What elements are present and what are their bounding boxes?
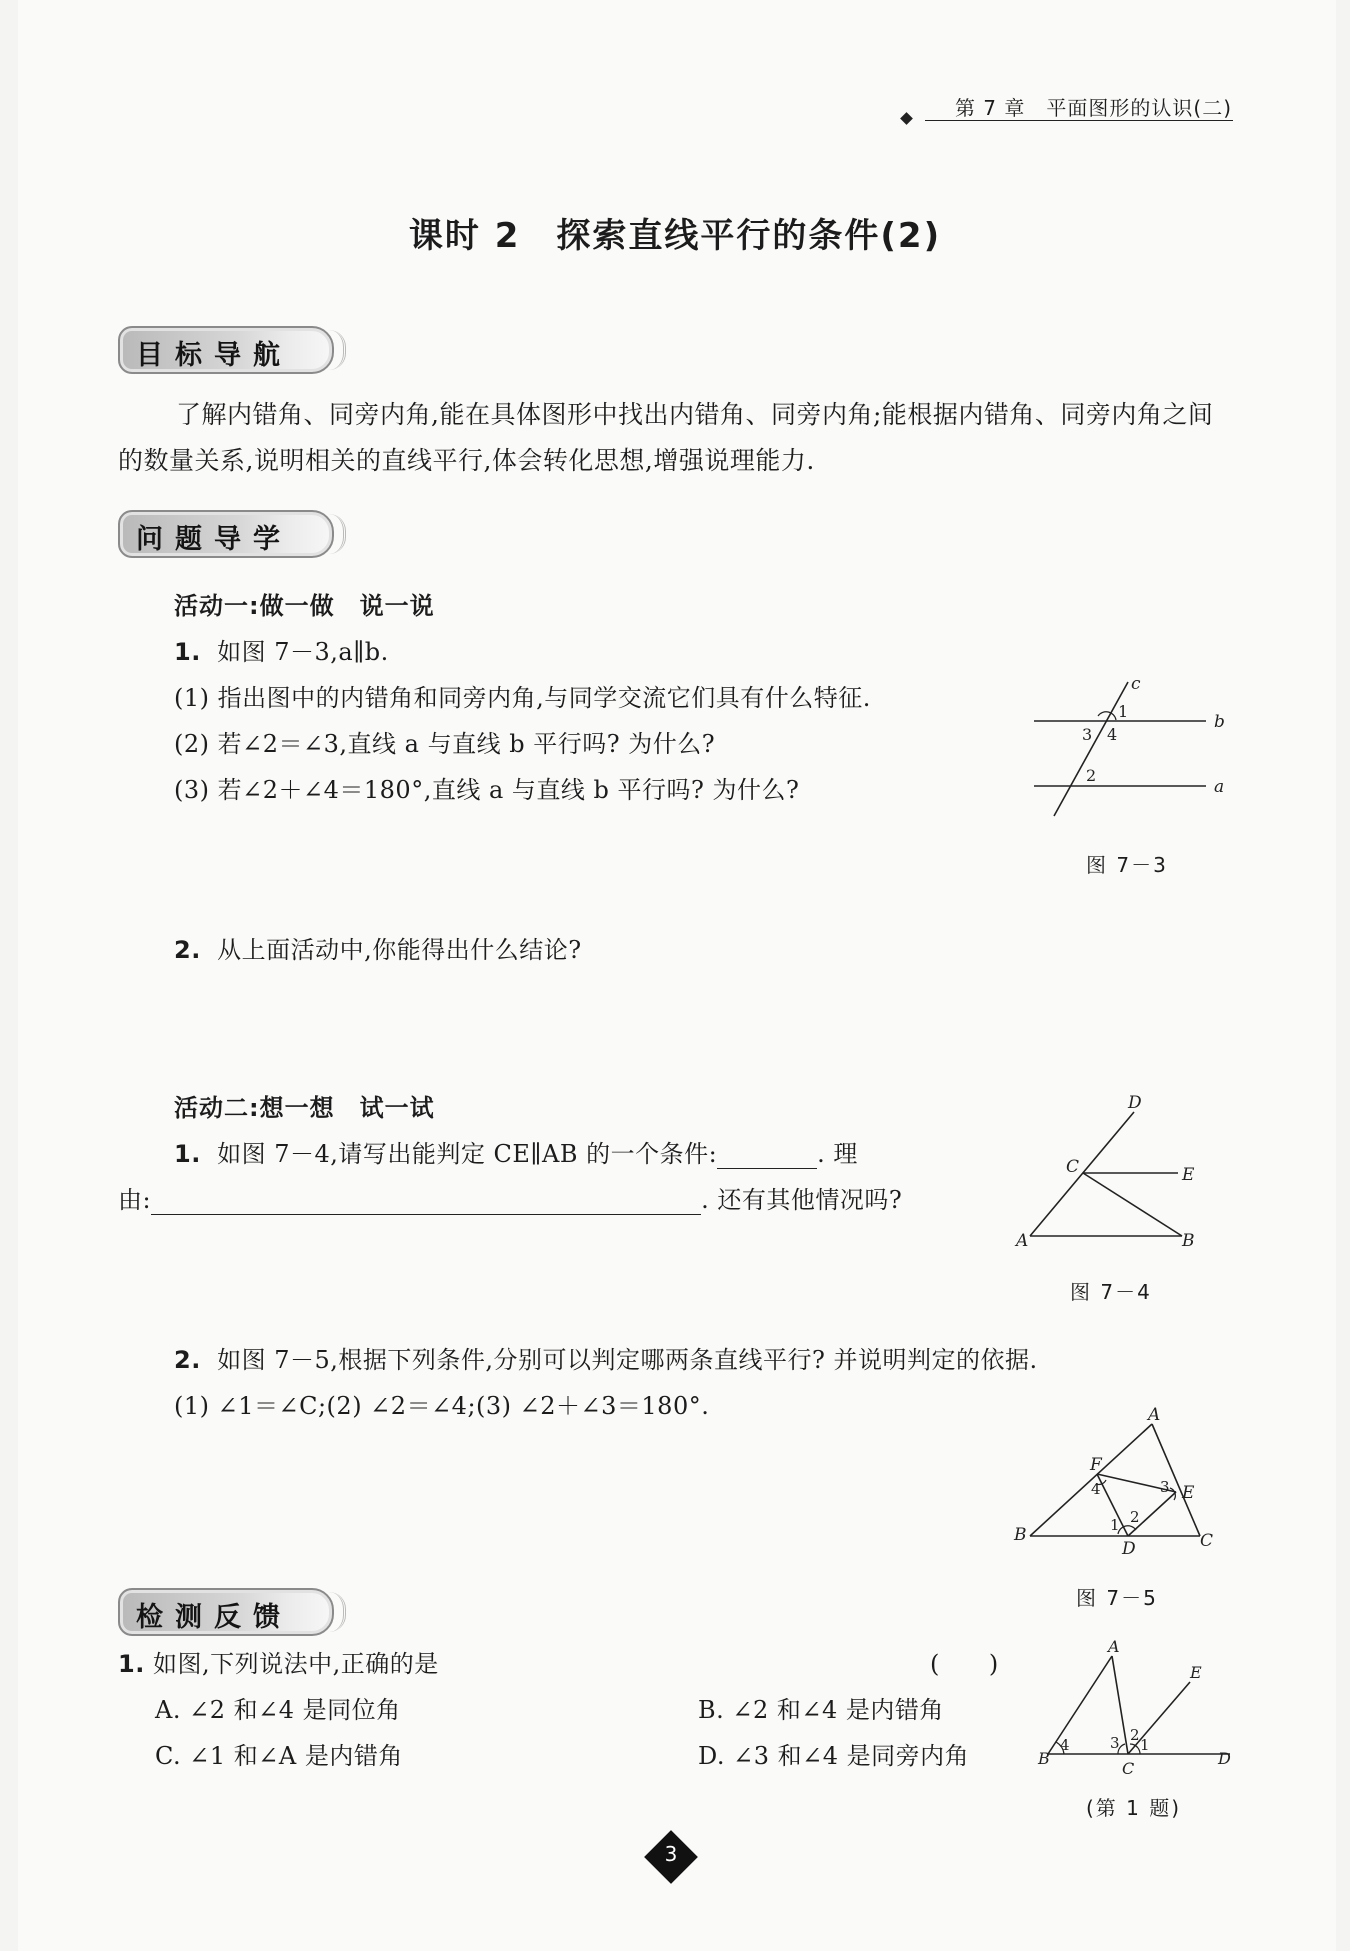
question-number: 2. (174, 1346, 201, 1374)
figq1-label-C: C (1122, 1759, 1135, 1778)
fig73-label-1: 1 (1118, 702, 1129, 721)
option-a[interactable]: A. ∠2 和∠4 是同位角 (155, 1696, 401, 1724)
figq1-label-2: 2 (1130, 1726, 1140, 1744)
fig74-label-D: D (1128, 1093, 1142, 1113)
figure-7-3 (1020, 668, 1240, 828)
fig73-label-3: 3 (1082, 725, 1093, 744)
fig75-label-E: E (1182, 1483, 1195, 1503)
feedback-q1 (118, 1644, 439, 1679)
fig75-label-2: 2 (1130, 1508, 1140, 1526)
activity1-q1-part1: (1) 指出图中的内错角和同旁内角,与同学交流它们具有什么特征. (174, 684, 871, 712)
fig74-label-A: A (1016, 1231, 1029, 1251)
activity1-q2 (174, 930, 582, 965)
activity1-heading: 活动一:做一做 说一说 (174, 592, 435, 620)
fig75-label-4: 4 (1091, 1480, 1101, 1498)
option-d[interactable]: D. ∠3 和∠4 是同旁内角 (698, 1742, 970, 1770)
figure-7-4 (1010, 1090, 1210, 1260)
activity2-q1-line1 (174, 1134, 858, 1169)
fig75-label-C: C (1200, 1531, 1214, 1551)
figq1-label-4: 4 (1060, 1736, 1070, 1754)
fig75-label-A: A (1148, 1405, 1161, 1425)
fig74-label-B: B (1182, 1231, 1195, 1251)
fig73-label-4: 4 (1107, 725, 1118, 744)
fig73-label-c: c (1131, 674, 1141, 694)
section-label: 目标导航 (136, 340, 292, 371)
figq1-label-B: B (1038, 1749, 1050, 1768)
goal-text: 了解内错角、同旁内角,能在具体图形中找出内错角、同旁内角;能根据内错角、同旁内角之间的数量关系,说明相关的直线平行,体会转化思想,增强说理能力. (118, 400, 1214, 475)
question-text: . 理 (817, 1140, 858, 1168)
fig74-label-E: E (1182, 1165, 1195, 1185)
activity1-q1 (174, 632, 389, 667)
figure-7-4-caption: 图 7－4 (1070, 1280, 1152, 1304)
section-badge-goal (118, 326, 334, 374)
section-label: 问题导学 (136, 524, 292, 555)
page-title: 课时 2 探索直线平行的条件(2) (408, 216, 942, 256)
answer-blank-reason[interactable] (151, 1188, 701, 1215)
fig74-label-C: C (1066, 1157, 1080, 1177)
section-badge-feedback (118, 1588, 334, 1636)
figure-question-1-caption: (第 1 题) (1086, 1796, 1182, 1820)
header-rule (925, 120, 1233, 121)
chapter-header: 第 7 章 平面图形的认识(二) (954, 96, 1232, 120)
activity1-q1-part3: (3) 若∠2＋∠4＝180°,直线 a 与直线 b 平行吗? 为什么? (174, 776, 800, 804)
question-text: 如图 7－4,请写出能判定 CE∥AB 的一个条件: (217, 1140, 718, 1168)
activity2-q2 (174, 1340, 1038, 1375)
section-badge-guide (118, 510, 334, 558)
figq1-label-A: A (1108, 1640, 1120, 1656)
answer-blank-condition[interactable] (717, 1142, 817, 1169)
fig75-label-1: 1 (1110, 1516, 1120, 1534)
fig75-label-3: 3 (1160, 1478, 1170, 1496)
fig73-label-a: a (1214, 777, 1225, 797)
question-text: 从上面活动中,你能得出什么结论? (217, 936, 582, 964)
figure-question-1 (1030, 1640, 1250, 1790)
question-number: 1. (118, 1650, 145, 1678)
figq1-label-1: 1 (1140, 1736, 1150, 1754)
activity2-heading: 活动二:想一想 试一试 (174, 1094, 435, 1122)
activity2-q1-line2 (118, 1180, 902, 1215)
question-text: 如图 7－5,根据下列条件,分别可以判定哪两条直线平行? 并说明判定的依据. (217, 1346, 1038, 1374)
question-number: 2. (174, 936, 201, 964)
question-text: 如图 7－3,a∥b. (217, 638, 389, 666)
figq1-label-E: E (1190, 1663, 1202, 1682)
figq1-label-3: 3 (1110, 1734, 1120, 1752)
question-number: 1. (174, 1140, 201, 1168)
fig73-label-2: 2 (1086, 766, 1097, 785)
fig75-label-D: D (1122, 1539, 1136, 1559)
question-text: . 还有其他情况吗? (701, 1186, 903, 1214)
page-number: 3 (664, 1842, 678, 1866)
figure-7-3-caption: 图 7－3 (1086, 853, 1168, 877)
fig75-label-B: B (1014, 1525, 1027, 1545)
answer-bracket[interactable]: ( ) (930, 1650, 999, 1678)
question-text: 由: (118, 1186, 152, 1214)
figq1-label-D: D (1218, 1749, 1231, 1768)
question-text: 如图,下列说法中,正确的是 (152, 1650, 439, 1678)
figure-7-5 (1010, 1400, 1230, 1560)
figure-7-5-caption: 图 7－5 (1076, 1586, 1158, 1610)
option-b[interactable]: B. ∠2 和∠4 是内错角 (698, 1696, 944, 1724)
activity1-q1-part2: (2) 若∠2＝∠3,直线 a 与直线 b 平行吗? 为什么? (174, 730, 716, 758)
fig75-label-F: F (1090, 1455, 1102, 1475)
fig73-label-b: b (1214, 712, 1225, 732)
option-c[interactable]: C. ∠1 和∠A 是内错角 (155, 1742, 403, 1770)
section-label: 检测反馈 (136, 1602, 292, 1633)
question-number: 1. (174, 638, 201, 666)
activity2-q2-conditions: (1) ∠1＝∠C;(2) ∠2＝∠4;(3) ∠2＋∠3＝180°. (174, 1392, 710, 1420)
